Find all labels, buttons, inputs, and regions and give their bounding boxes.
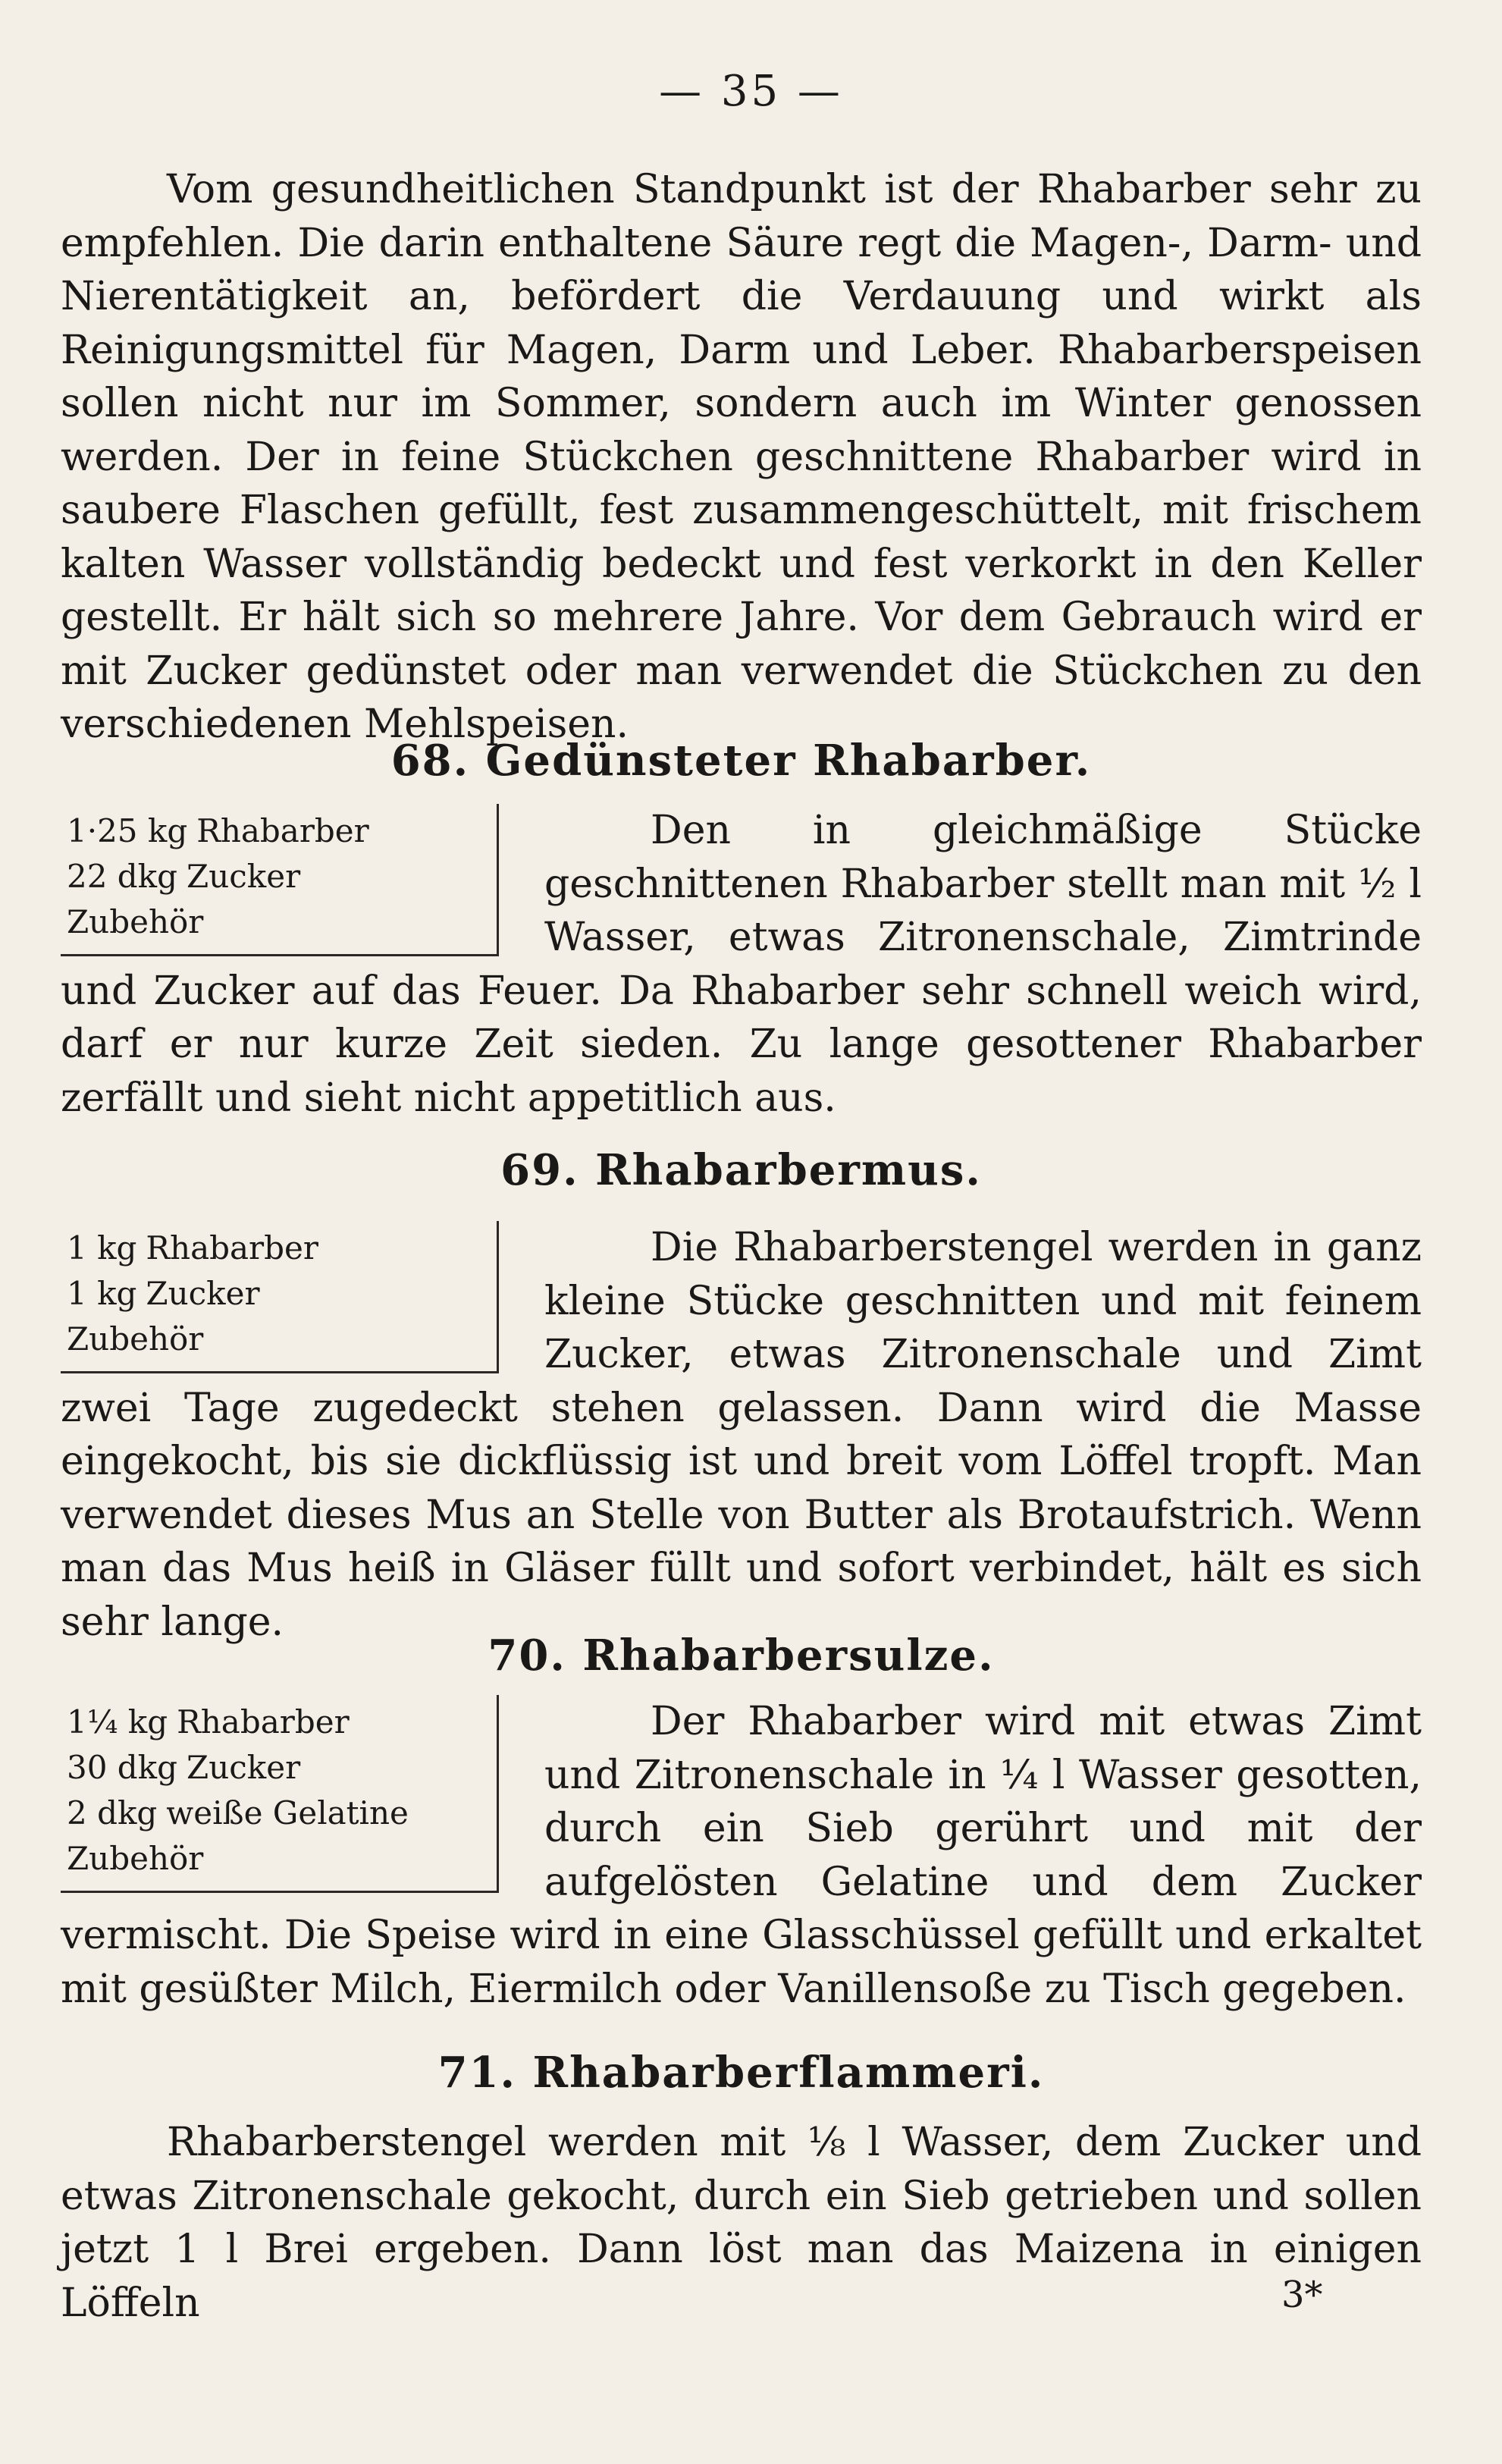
sheet-signature: 3*: [1281, 2274, 1323, 2316]
recipe-71: [61, 2116, 1422, 2330]
ingredient-amount: 1·25 kg: [67, 812, 188, 849]
ingredient-line: [67, 1271, 488, 1317]
recipe-69: [61, 1221, 1422, 1649]
recipe-68-title: 68. Gedünsteter Rhabarber.: [390, 736, 1092, 786]
page-number: — 35 —: [659, 67, 843, 116]
ingredient-name: Zucker: [187, 858, 301, 895]
ingredient-line: [67, 1700, 488, 1745]
ingredient-line: [67, 899, 488, 945]
ingredient-amount: 2 dkg: [67, 1794, 158, 1832]
recipe-70-title: 70. Rhabarbersulze.: [488, 1631, 995, 1681]
ingredient-line: [67, 854, 488, 899]
ingredient-line: [67, 1317, 488, 1362]
recipe-70: [61, 1695, 1422, 2016]
ingredient-line: [67, 1745, 488, 1791]
ingredient-name: Zubehör: [67, 903, 204, 940]
recipe-69-text: Die Rhabarberstengel werden in ganz kleine Stücke geschnitten und mit feinem Zucker, etwas Zitronenschale und Zimt zwei Tage zugedeckt stehen gelassen. Dann wird die Masse eingekocht, bis sie dickflüssig ist und breit vom Löffel tropft. Man verwendet dieses Mus an Stelle von Butter als Brotaufstrich. Wenn man das Mus heiß in Gläser füllt und sofort verbindet, hält es sich sehr lange.: [61, 1225, 1422, 1645]
ingredient-name: weiße Gelatine: [166, 1794, 409, 1832]
ingredient-amount: 1 kg: [67, 1229, 137, 1267]
ingredient-box: [61, 804, 499, 956]
ingredient-name: Rhabarber: [177, 1703, 350, 1740]
ingredient-box: [61, 1695, 499, 1893]
recipe-68: [61, 804, 1422, 1125]
recipe-71-text: Rhabarberstengel werden mit ⅛ l Wasser, dem Zucker und etwas Zitronenschale gekocht, durch ein Sieb getrieben und sollen jetzt 1 l Brei ergeben. Dann löst man das Maizena in einigen Löffeln: [61, 2120, 1422, 2326]
intro-text: Vom gesundheitlichen Standpunkt ist der Rhabarber sehr zu empfehlen. Die darin enthaltene Säure regt die Magen-, Darm- und Nierentätigkeit an, befördert die Verdauung und wirkt als Reinigungsmittel für Magen, Darm und Leber. Rhabarberspeisen sollen nicht nur im Sommer, sondern auch im Winter genossen werden. Der in feine Stückchen geschnittene Rhabarber wird in saubere Flaschen gefüllt, fest zusammengeschüttelt, mit frischem kalten Wasser vollständig bedeckt und fest verkorkt in den Keller gestellt. Er hält sich so mehrere Jahre. Vor dem Gebrauch wird er mit Zucker gedünstet oder man verwendet die Stückchen zu den verschiedenen Mehlspeisen.: [61, 167, 1422, 747]
recipe-68-text: Den in gleichmäßige Stücke geschnittenen Rhabarber stellt man mit ½ l Wasser, etwas Zitronenschale, Zimtrinde und Zucker auf das Feuer. Da Rhabarber sehr schnell weich wird, darf er nur kurze Zeit sieden. Zu lange gesottener Rhabarber zerfällt und sieht nicht appetitlich aus.: [61, 808, 1422, 1121]
ingredient-name: Zubehör: [67, 1320, 204, 1358]
ingredient-box: [61, 1221, 499, 1373]
ingredient-line: [67, 1791, 488, 1836]
recipe-70-text: Der Rhabarber wird mit etwas Zimt und Zitronenschale in ¼ l Wasser gesotten, durch ein Sieb gerührt und mit der aufgelösten Gelatine und dem Zucker vermischt. Die Speise wird in eine Glasschüssel gefüllt und erkaltet mit gesüßter Milch, Eiermilch oder Vanillensoße zu Tisch gegeben.: [61, 1699, 1422, 2012]
ingredient-amount: 22 dkg: [67, 858, 178, 895]
ingredient-amount: 30 dkg: [67, 1749, 178, 1786]
ingredient-name: Rhabarber: [196, 812, 369, 849]
ingredient-line: [67, 1226, 488, 1271]
ingredient-name: Zucker: [146, 1275, 260, 1312]
ingredient-amount: 1¼ kg: [67, 1703, 168, 1740]
recipe-69-title: 69. Rhabarbermus.: [500, 1145, 982, 1195]
ingredient-line: [67, 1836, 488, 1882]
ingredient-name: Rhabarber: [146, 1229, 318, 1267]
intro-paragraph: [61, 163, 1422, 752]
ingredient-name: Zubehör: [67, 1840, 204, 1877]
ingredient-line: [67, 808, 488, 854]
ingredient-amount: 1 kg: [67, 1275, 137, 1312]
ingredient-name: Zucker: [187, 1749, 301, 1786]
recipe-71-title: 71. Rhabarberflammeri.: [437, 2048, 1045, 2098]
